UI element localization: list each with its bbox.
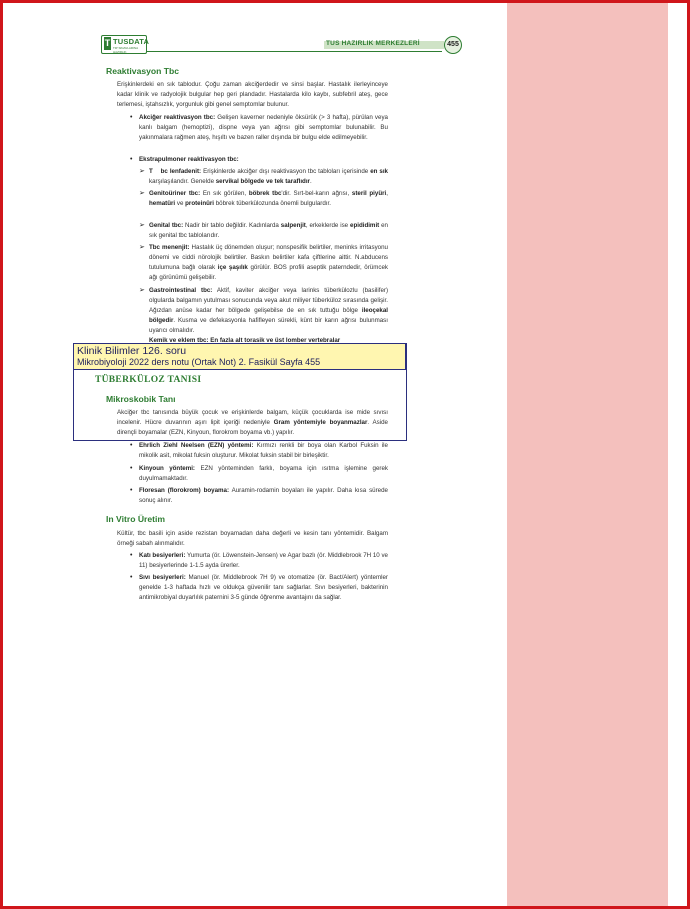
sublist-item-tbc-menenjit: ➢ Tbc menenjit: Hastalık üç dönemden oluşur; nonspesifik belirtiler, meninks irritasyonu dönemi ve ciddi nörolojik belirtiler. Baskın belirtiler kafa çiftlerine aittir. N.abducens tutulumuna bağlı olarak içe şaşılık görülür. BOS profili aseptik paterndedir, örümcek ağı görünümü gelişebilir. xyxy=(149,243,388,283)
sublist-item-genital-tbc: ➢ Genital tbc: Nadir bir tablo değildir. Kadınlarda salpenjit, erkeklerde ise epididimit en sık genital tbc tablolarıdır. xyxy=(149,221,388,241)
section-heading-tuberkuloz-tanisi: TÜBERKÜLOZ TANISI xyxy=(95,375,202,385)
list-item-akciger-reaktivasyon: • Akciğer reaktivasyon tbc: Gelişen kaverner nedeniyle öksürük (> 3 hafta), pürülan veya kanlı balgam (hemoptizi), dispne veya yan ağrısı gibi semptomlar bulunabilir. Bu yakınmalara rağmen ateş, hışıltı ve bazen raller dışında bir bulgu elde edilmeyebilir. xyxy=(139,113,388,143)
sublist-item-genitouriner: ➢ Genitoüriner tbc: En sık görülen, böbrek tbc'dir. Sırt-bel-karın ağrısı, steril piyüri, hematüri ve proteinüri böbrek tüberkülozunda önemli bulgulardır. xyxy=(149,189,388,209)
logo-subtext: TIP SINAVLARINA HAZIRLIK xyxy=(113,46,138,54)
note-question-ref: Klinik Bilimler 126. soru xyxy=(77,345,187,357)
list-item-ekstrapulmoner: • Ekstrapulmoner reaktivasyon tbc: xyxy=(139,155,388,165)
list-item-kati-besiyerleri: • Katı besiyerleri: Yumurta (ör. Löwenstein-Jensen) ve Agar bazlı (ör. Middlebrook 7H 10 ve 11) besiyerlerinde 1-1.5 ayda ürerler. xyxy=(139,551,388,571)
right-margin-panel xyxy=(507,3,668,906)
sublist-item-kemik-eklem-partial: ➢ Kemik ve eklem tbc: En fazla alt torasik ve üst lomber vertebralar xyxy=(149,336,388,343)
list-item-floresan-boyama: • Floresan (florokrom) boyama: Auramin-rodamin boyaları ile yapılır. Daha kısa sürede sonuç alınır. xyxy=(139,486,388,506)
question-reference-note xyxy=(73,343,406,370)
logo-text: TUSDATA xyxy=(113,37,150,46)
logo-mark: T xyxy=(104,38,111,48)
section-heading-reaktivasyon: Reaktivasyon Tbc xyxy=(106,66,180,76)
sublist-item-gastrointestinal: ➢ Gastrointestinal tbc: Aktif, kaviter akciğer veya larinks tüberkülozlu (basilifer) olgularda balgamın yutulması sonucunda veya akut miliyer tüberküloz sırasında gelişir. Ağızdan anüse kadar her bölgede gelişebilse de en sık tuttuğu bölge ileoçekal bölgedir. Kusma ve defekasyonla hafifleyen sürekli, künt bir karın ağrısı bulunması uyarıcı olmalıdır. xyxy=(149,286,388,336)
list-item-kinyoun-yontemi: • Kinyoun yöntemi: EZN yönteminden farklı, boyama için ısıtma işlemine gerek duyulmamaktadır. xyxy=(139,464,388,484)
paragraph-reaktivasyon-intro: Erişkinlerdeki en sık tablodur. Çoğu zaman akciğerdedir ve sinsi başlar. Hastalık ilerleyinceye kadar klinik ve radyolojik bulgular hep geri plandadır. Hastalarda kilo kaybı, subfebril ateş, gece terlemesi, iştahsızlık, yorgunluk gibi genel semptomlar bulunur. xyxy=(117,81,388,108)
tusdata-logo xyxy=(101,35,150,54)
note-source-ref: Mikrobiyoloji 2022 ders notu (Ortak Not) 2. Fasikül Sayfa 455 xyxy=(77,357,321,367)
paragraph-mikroskobik-intro: Akciğer tbc tanısında büyük çocuk ve erişkinlerde balgam, küçük çocuklarda ise mide sıvısı incelenir. Hücre duvarının aşırı lipit içeriği nedeniyle Gram yöntemiyle boyanmazlar. Aside dirençli boyamalar (EZN, Kinyoun, florokrom boyama vb.) yapılır. xyxy=(117,409,388,436)
sublist-item-lenfadenit: ➢ T bc lenfadenit: Erişkinlerde akciğer dışı reaktivasyon tbc tabloları içerisinde en sık karşılaşılandır. Genelde servikal bölgede ve tek taraflıdır. xyxy=(149,167,388,187)
list-item-ezn-yontemi: • Ehrlich Ziehl Neelsen (EZN) yöntemi: Kırmızı renkli bir boya olan Karbol Fuksin ile mikolik asit, mikolat fuksin oluşturur. Mikolat fuksin stabil bir birleşiktir. xyxy=(139,441,388,461)
list-item-sivi-besiyerleri: • Sıvı besiyerleri: Manuel (ör. Middlebrook 7H 9) ve otomatize (ör. Bact/Alert) yöntemler genelde 1-3 haftada hızlı ve oldukça güvenilir tanı sağlarlar. Sıvı besiyerleri, bakterinin antimikrobiyal duyarlılık paternini 3-5 günde öğrenme avantajını da sağlar. xyxy=(139,573,388,603)
subheading-in-vitro-uretim: In Vitro Üretim xyxy=(106,514,166,524)
header-title: TUS HAZIRLIK MERKEZLERİ xyxy=(326,40,420,47)
subheading-mikroskobik-tani: Mikroskobik Tanı xyxy=(106,394,176,404)
page-number-badge: 455 xyxy=(444,36,462,54)
paragraph-in-vitro-intro: Kültür, tbc basili için aside rezistan boyamadan daha değerli ve kesin tanı yöntemidir. Balgam örneği sabah alınmalıdır. xyxy=(117,530,388,547)
header-rule xyxy=(146,51,442,52)
